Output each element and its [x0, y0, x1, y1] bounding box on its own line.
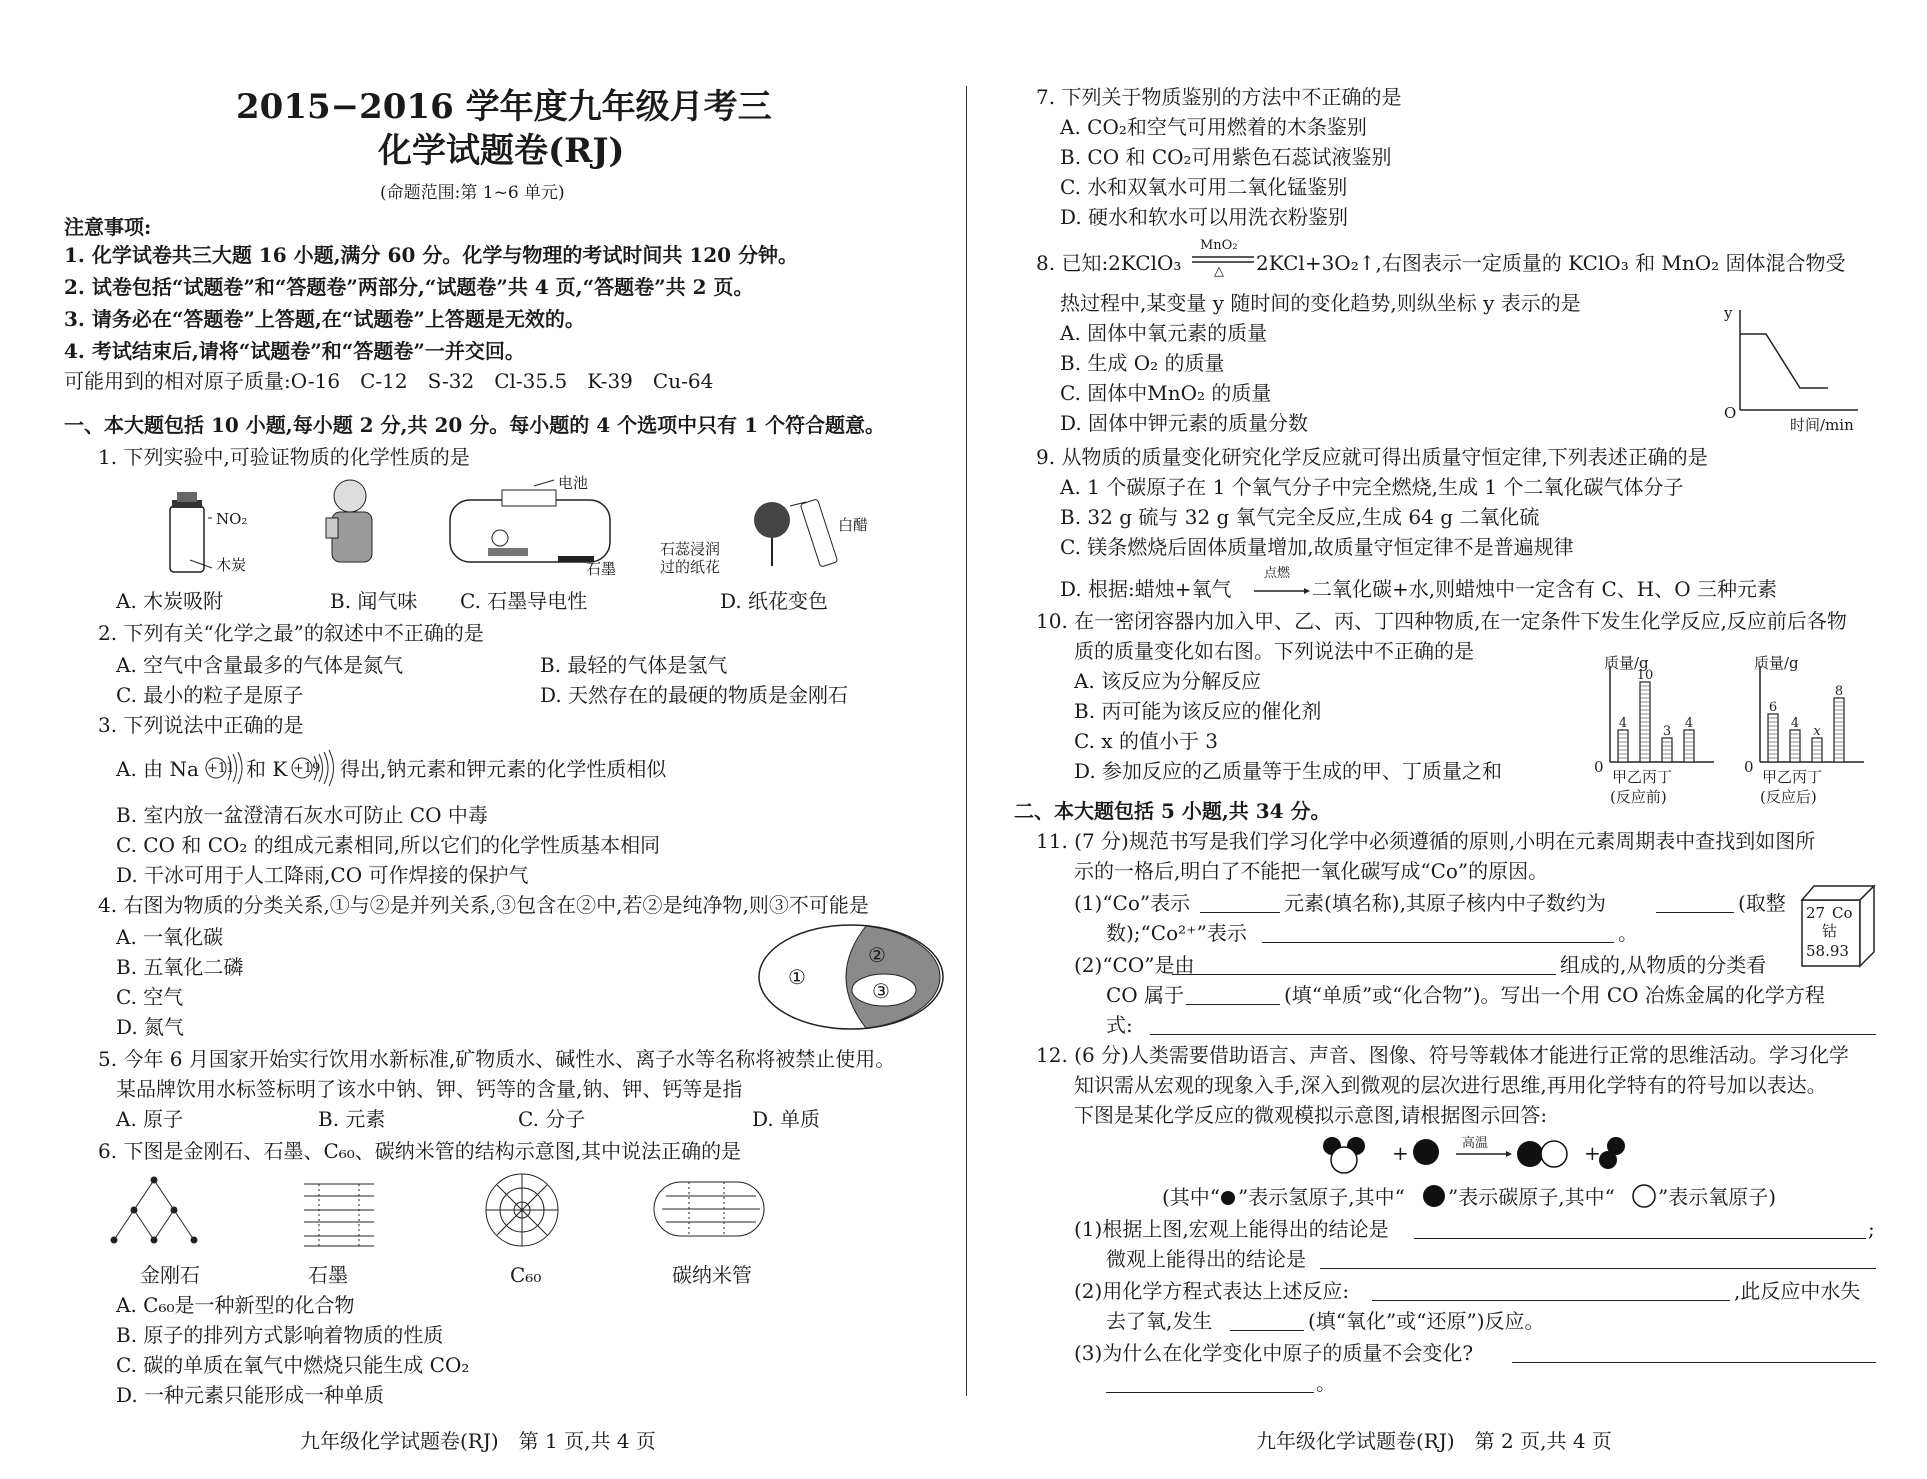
legend-text: ”表示碳原子,其中“ [1448, 1185, 1615, 1209]
atom-nucleus: +11 [207, 761, 235, 776]
data-label: 10 [1636, 668, 1654, 683]
carbon-structures-icon [114, 1170, 794, 1250]
diagram-label: ③ [872, 979, 890, 1003]
prompt-text: 微观上能得出的结论是 [1106, 1247, 1306, 1271]
question-stem: 11. (7 分)规范书写是我们学习化学中必须遵循的原则,小明在元素周期表中查找到如图所 [1036, 829, 1816, 853]
note-item: 3. 请务必在“答题卷”上答题,在“试题卷”上答题是无效的。 [64, 307, 585, 331]
question-stem: 热过程中,某变量 y 随时间的变化趋势,则纵坐标 y 表示的是 [1060, 291, 1581, 315]
option: C. 水和双氧水可用二氧化锰鉴别 [1060, 175, 1348, 199]
question-stem: 5. 今年 6 月国家开始实行饮用水新标准,矿物质水、碱性水、离子水等名称将被禁止使用。 [98, 1047, 896, 1071]
answer-blank[interactable] [1656, 912, 1734, 913]
axis-label: 时间/min [1790, 416, 1854, 434]
option: A. C₆₀是一种新型的化合物 [116, 1293, 355, 1317]
diagram-label: ② [868, 943, 886, 967]
option: B. 最轻的气体是氢气 [540, 653, 728, 677]
prompt-text: 元素(填名称),其原子核内中子数约为 [1284, 891, 1606, 915]
classification-diagram-icon [756, 922, 946, 1032]
question-stem: 2. 下列有关“化学之最”的叙述中不正确的是 [98, 621, 484, 645]
option: D. 硬水和软水可以用洗衣粉鉴别 [1060, 205, 1349, 229]
tick-label: 甲 [1762, 768, 1778, 786]
fig-label: NO₂ [216, 510, 248, 528]
prompt-text: (2)“CO”是由 [1074, 953, 1195, 977]
page-divider [966, 86, 967, 1396]
answer-blank[interactable] [1172, 974, 1556, 975]
option: A. 空气中含量最多的气体是氮气 [116, 653, 404, 677]
tick-label: 甲 [1612, 768, 1628, 786]
page-footer: 九年级化学试题卷(RJ) 第 2 页,共 4 页 [1256, 1429, 1612, 1453]
option: D. 根据:蜡烛+氧气 [1060, 577, 1232, 601]
chart-plot [1604, 666, 1714, 776]
option: D. 一种元素只能形成一种单质 [116, 1383, 385, 1407]
atom-nucleus: +19 [293, 761, 321, 776]
answer-blank[interactable] [1186, 1004, 1280, 1005]
option: B. 原子的排列方式影响着物质的性质 [116, 1323, 444, 1347]
option: A. 1 个碳原子在 1 个氧气分子中完全燃烧,生成 1 个二氧化碳气体分子 [1060, 475, 1684, 499]
question-stem: 8. 已知:2KClO₃ [1036, 251, 1182, 275]
circuit-icon [450, 500, 610, 562]
option: A. CO₂和空气可用燃着的木条鉴别 [1060, 115, 1367, 139]
q8-trend-graph [1732, 306, 1862, 416]
legend-text: (其中“ [1162, 1185, 1221, 1209]
c60-structure-icon [486, 1174, 558, 1246]
question-stem: 1. 下列实验中,可验证物质的化学性质的是 [98, 445, 470, 469]
tick-label: 丁 [1807, 768, 1823, 786]
question-stem: 6. 下图是金刚石、石墨、C₆₀、碳纳米管的结构示意图,其中说法正确的是 [98, 1139, 742, 1163]
page-footer: 九年级化学试题卷(RJ) 第 1 页,共 4 页 [300, 1429, 656, 1453]
option: C. 石墨导电性 [460, 589, 588, 613]
tick-label: 丙 [1642, 768, 1658, 786]
section-heading: 二、本大题包括 5 小题,共 34 分。 [1014, 799, 1331, 823]
fig-label: 木炭 [216, 556, 247, 574]
prompt-text: 去了氧,发生 [1106, 1309, 1213, 1333]
option: C. 固体中MnO₂ 的质量 [1060, 381, 1272, 405]
tick-label: 乙 [1627, 768, 1643, 786]
note-item: 2. 试卷包括“试题卷”和“答题卷”两部分,“试题卷”共 4 页,“答题卷”共 2 页。 [64, 275, 754, 299]
fig-label: 石墨 [586, 560, 617, 578]
option: B. 室内放一盆澄清石灰水可防止 CO 中毒 [116, 803, 488, 827]
scope-note: (命题范围:第 1~6 单元) [380, 183, 565, 203]
answer-blank[interactable] [1262, 942, 1614, 943]
prompt-text: (1)“Co”表示 [1074, 891, 1191, 915]
reaction-condition: △ [1214, 264, 1224, 279]
answer-blank[interactable] [1200, 912, 1280, 913]
atomic-mass-note: 可能用到的相对原子质量:O-16 C-12 S-32 Cl-35.5 K-39 Cu-64 [64, 369, 714, 393]
reaction-arrow-icon [1254, 588, 1310, 594]
option: C. 碳的单质在氧气中燃烧只能生成 CO₂ [116, 1353, 470, 1377]
section-heading: 一、本大题包括 10 小题,每小题 2 分,共 20 分。每小题的 4 个选项中只有 1 个符合题意。 [64, 413, 885, 437]
prompt-text: (2)用化学方程式表达上述反应: [1074, 1279, 1350, 1303]
nanotube-structure-icon [654, 1182, 764, 1236]
prompt-text: (填“单质”或“化合物”)。写出一个用 CO 冶炼金属的化学方程 [1284, 983, 1825, 1007]
question-stem: 12. (6 分)人类需要借助语言、声音、图像、符号等载体才能进行正常的思维活动。学习化学 [1036, 1043, 1849, 1067]
question-stem: 质的质量变化如右图。下列说法中不正确的是 [1074, 639, 1474, 663]
option: C. 镁条燃烧后固体质量增加,故质量守恒定律不是普遍规律 [1060, 535, 1574, 559]
option: D. 单质 [752, 1107, 821, 1131]
question-stem: 2KCl+3O₂↑,右图表示一定质量的 KClO₃ 和 MnO₂ 固体混合物受 [1256, 251, 1846, 275]
page-title: 2015−2016 学年度九年级月考三 [236, 87, 772, 127]
structure-caption: 碳纳米管 [672, 1263, 752, 1287]
axis-label: y [1724, 304, 1733, 322]
plus-sign: + [1584, 1141, 1601, 1165]
chart-origin: 0 [1594, 758, 1604, 776]
option: B. 五氧化二磷 [116, 955, 244, 979]
option: B. 闻气味 [330, 589, 418, 613]
tick-label: 丙 [1792, 768, 1808, 786]
structure-caption: 金刚石 [140, 1263, 200, 1287]
prompt-text: (填“氧化”或“还原”)反应。 [1308, 1309, 1545, 1333]
answer-blank[interactable] [1106, 1392, 1314, 1393]
option: C. 空气 [116, 985, 184, 1009]
option-text: 和 K [246, 757, 288, 781]
option: A. 该反应为分解反应 [1074, 669, 1262, 693]
data-label: x [1813, 724, 1821, 739]
reaction-condition: MnO₂ [1200, 238, 1238, 253]
option: A. 固体中氧元素的质量 [1060, 321, 1268, 345]
data-label: 8 [1834, 684, 1844, 699]
carbon-atom-icon [1413, 1139, 1439, 1165]
prompt-text: 。 [1618, 921, 1638, 945]
element-number: 27 [1806, 904, 1826, 922]
tick-label: 丁 [1657, 768, 1673, 786]
legend-text: ”表示氧原子) [1658, 1185, 1777, 1209]
diagram-label: ① [788, 965, 806, 989]
legend-text: ”表示氢原子,其中“ [1238, 1185, 1405, 1209]
prompt-text: (取整 [1738, 891, 1786, 915]
structure-caption: C₆₀ [510, 1263, 542, 1287]
option: B. 元素 [318, 1107, 386, 1131]
answer-blank[interactable] [1372, 1300, 1730, 1301]
battery-icon [502, 490, 556, 506]
option: D. 干冰可用于人工降雨,CO 可作焊接的保护气 [116, 863, 529, 887]
question-stem: 9. 从物质的质量变化研究化学反应就可得出质量守恒定律,下列表述正确的是 [1036, 445, 1708, 469]
fig-label: 石蕊浸润 [660, 540, 721, 558]
fig-label: 过的纸花 [660, 558, 721, 576]
child-head-icon [334, 480, 366, 512]
option: B. 丙可能为该反应的催化剂 [1074, 699, 1322, 723]
chart-ylabel: 质量/g [1754, 654, 1799, 672]
question-stem: 3. 下列说法中正确的是 [98, 713, 304, 737]
bottle-stopper [177, 492, 197, 502]
structure-caption: 石墨 [308, 1263, 348, 1287]
data-label: 4 [1618, 716, 1628, 731]
option: B. 生成 O₂ 的质量 [1060, 351, 1225, 375]
reaction-condition: 高温 [1462, 1136, 1489, 1151]
page-subtitle: 化学试题卷(RJ) [378, 131, 625, 171]
option: A. 由 Na [116, 757, 199, 781]
option: A. 一氧化碳 [116, 925, 224, 949]
chart-categories [1612, 768, 1672, 786]
option-text: 二氧化碳+水,则蜡烛中一定含有 C、H、O 三种元素 [1312, 577, 1777, 601]
diamond-structure-icon [111, 1177, 197, 1243]
option: C. 分子 [518, 1107, 586, 1131]
graphite-structure-icon [304, 1184, 374, 1246]
data-label: 3 [1662, 724, 1672, 739]
chart-ylabel: 质量/g [1604, 654, 1649, 672]
answer-blank[interactable] [1150, 1034, 1876, 1035]
prompt-text: (1)根据上图,宏观上能得出的结论是 [1074, 1217, 1389, 1241]
question-stem: 下图是某化学反应的微观模拟示意图,请根据图示回答: [1074, 1103, 1548, 1127]
hydrogen-molecule-icon [1599, 1137, 1625, 1169]
chart-xlabel: (反应前) [1610, 788, 1667, 806]
prompt-text: ; [1868, 1217, 1875, 1241]
fig-label: 电池 [558, 474, 589, 492]
water-molecule-icon [1323, 1137, 1365, 1173]
answer-blank[interactable] [1512, 1362, 1876, 1363]
bulb-icon [492, 530, 508, 546]
axis-origin: O [1724, 404, 1737, 422]
question-stem: 知识需从宏观的现象入手,深入到微观的层次进行思维,再用化学特有的符号加以表达。 [1074, 1073, 1827, 1097]
element-name: 钴 [1822, 922, 1838, 940]
carbon-atom-icon [1422, 1184, 1446, 1208]
trend-line [1740, 334, 1828, 388]
option: D. 氮气 [116, 1015, 185, 1039]
question-stem: 4. 右图为物质的分类关系,①与②是并列关系,③包含在②中,若②是纯净物,则③不可能是 [98, 893, 869, 917]
note-item: 1. 化学试卷共三大题 16 小题,满分 60 分。化学与物理的考试时间共 120 分钟。 [64, 243, 798, 267]
question-stem: 某品牌饮用水标签标明了该水中钠、钾、钙等的含量,钠、钾、钙等是指 [116, 1077, 743, 1101]
reaction-condition: 点燃 [1264, 566, 1291, 581]
prompt-text: 式: [1106, 1013, 1133, 1037]
chart-categories [1762, 768, 1822, 786]
data-label: 4 [1684, 716, 1694, 731]
plus-sign: + [1392, 1141, 1409, 1165]
option: B. 32 g 硫与 32 g 氧气完全反应,生成 64 g 二氧化硫 [1060, 505, 1540, 529]
answer-blank[interactable] [1230, 1330, 1304, 1331]
notes-heading: 注意事项: [64, 215, 152, 239]
equals-sign-icon [1192, 256, 1254, 264]
prompt-text: 数);“Co²⁺”表示 [1106, 921, 1247, 945]
oxygen-atom-icon [1632, 1184, 1656, 1208]
prompt-text: ,此反应中水失 [1734, 1279, 1861, 1303]
option: A. 原子 [116, 1107, 184, 1131]
data-label: 6 [1768, 700, 1778, 715]
data-label: 4 [1790, 716, 1800, 731]
spray-bottle-icon [800, 499, 838, 567]
bottle-icon [170, 506, 204, 572]
chart-origin: 0 [1744, 758, 1754, 776]
prompt-text: (3)为什么在化学变化中原子的质量不会变化? [1074, 1341, 1474, 1365]
q1-figure-svg [150, 470, 910, 580]
tick-label: 乙 [1777, 768, 1793, 786]
prompt-text: 组成的,从物质的分类看 [1560, 953, 1767, 977]
option: A. 木炭吸附 [116, 589, 224, 613]
answer-blank[interactable] [1320, 1268, 1876, 1269]
element-mass: 58.93 [1806, 942, 1849, 960]
option: D. 固体中钾元素的质量分数 [1060, 411, 1309, 435]
fig-label: 白醋 [838, 516, 869, 534]
option: C. 最小的粒子是原子 [116, 683, 304, 707]
option: C. CO 和 CO₂ 的组成元素相同,所以它们的化学性质基本相同 [116, 833, 661, 857]
chart-xlabel: (反应后) [1760, 788, 1817, 806]
hydrogen-atom-icon [1220, 1190, 1236, 1206]
answer-blank[interactable] [1414, 1238, 1866, 1239]
option: D. 纸花变色 [720, 589, 829, 613]
prompt-text: 。 [1316, 1371, 1336, 1395]
question-stem: 10. 在一密闭容器内加入甲、乙、丙、丁四种物质,在一定条件下发生化学反应,反应前后各物 [1036, 609, 1847, 633]
option: C. x 的值小于 3 [1074, 729, 1219, 753]
option: D. 天然存在的最硬的物质是金刚石 [540, 683, 849, 707]
option-text: 得出,钠元素和钾元素的化学性质相似 [340, 757, 667, 781]
question-stem: 示的一格后,明白了不能把一氧化碳写成“Co”的原因。 [1074, 859, 1549, 883]
option: D. 参加反应的乙质量等于生成的甲、丁质量之和 [1074, 759, 1503, 783]
flower-icon [754, 502, 790, 538]
co-molecule-icon [1517, 1141, 1567, 1167]
option: B. CO 和 CO₂可用紫色石蕊试液鉴别 [1060, 145, 1392, 169]
note-item: 4. 考试结束后,请将“试题卷”和“答题卷”一并交回。 [64, 339, 525, 363]
element-symbol: Co [1832, 904, 1853, 922]
question-stem: 7. 下列关于物质鉴别的方法中不正确的是 [1036, 85, 1402, 109]
chart-plot [1754, 666, 1864, 776]
prompt-text: CO 属于 [1106, 983, 1185, 1007]
